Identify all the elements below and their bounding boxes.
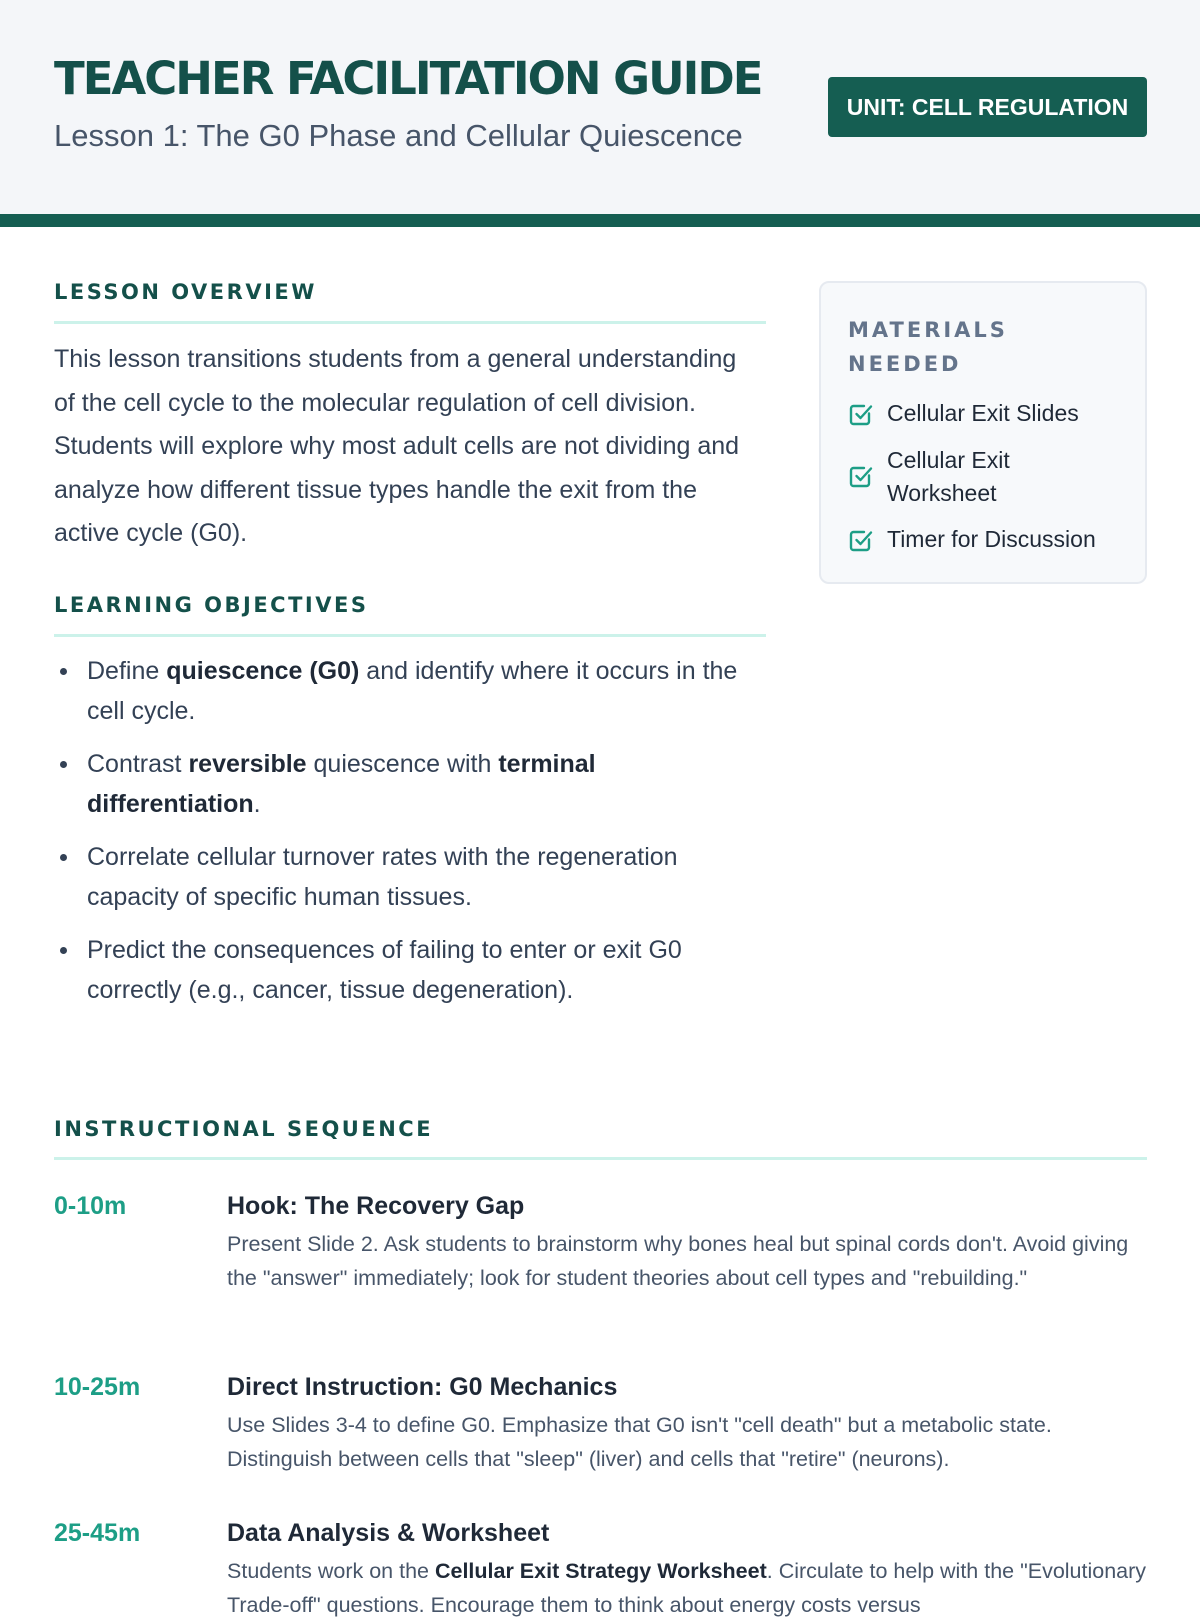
step-text: Present Slide 2. Ask students to brainstorm why bones heal but spinal cords don't. Avoid giving the "answer" immediately; look for student theories about cell types and "rebuilding." (227, 1232, 1129, 1290)
objective-text: quiescence with (306, 750, 499, 778)
materials-card (819, 281, 1147, 584)
sequence-rule (54, 1157, 1147, 1160)
step-text: . Circulate to help with the "Evolutionary Trade-off" questions. Encourage them to think about energy costs versus (227, 1559, 1147, 1617)
bullet-icon (60, 854, 67, 861)
objective-item (54, 651, 764, 731)
material-item (848, 523, 1128, 557)
objectives-heading: LEARNING OBJECTIVES (54, 593, 369, 617)
sequence-step (54, 1370, 1147, 1480)
objective-item (54, 930, 764, 1010)
objective-term: terminal differentiation (87, 750, 596, 818)
materials-heading-text: MATERIALS NEEDED (848, 318, 1008, 376)
page-header (0, 0, 1200, 214)
step-text: Use Slides 3-4 to define G0. Emphasize that G0 isn't "cell death" but a metabolic state. Distinguish between cells that "sleep" (liver) and cells that "retire" (neurons). (227, 1413, 1052, 1471)
material-label: Cellular Exit Slides (887, 400, 1079, 426)
checkbox-icon (848, 401, 874, 427)
step-term: Cellular Exit Strategy Worksheet (434, 1559, 767, 1583)
unit-badge: UNIT: CELL REGULATION (828, 77, 1147, 137)
objective-text: Predict the consequences of failing to enter or exit G0 correctly (e.g., cancer, tissue degeneration). (87, 936, 682, 1004)
step-title: Data Analysis & Worksheet (227, 1519, 550, 1547)
header-divider-bar (0, 214, 1200, 227)
sequence-step (54, 1516, 1147, 1617)
bullet-icon (60, 668, 67, 675)
objectives-list (54, 651, 764, 1023)
objective-term: reversible (188, 750, 307, 778)
step-time: 25-45m (54, 1519, 141, 1547)
sequence-step (54, 1189, 1147, 1329)
material-label: Cellular Exit Worksheet (887, 447, 1010, 506)
step-title: Direct Instruction: G0 Mechanics (227, 1373, 618, 1401)
bullet-icon (60, 761, 67, 768)
step-time: 10-25m (54, 1373, 141, 1401)
step-title: Hook: The Recovery Gap (227, 1192, 525, 1220)
overview-heading: LESSON OVERVIEW (54, 280, 317, 304)
material-item (848, 444, 1128, 510)
objective-text: Define (87, 657, 167, 685)
step-text: Students work on the (227, 1559, 435, 1583)
materials-heading (848, 313, 1038, 381)
step-description (227, 1555, 1147, 1622)
checkbox-icon (848, 463, 874, 489)
material-label: Timer for Discussion (887, 526, 1096, 552)
objective-term: quiescence (G0) (166, 657, 360, 685)
objectives-rule (54, 634, 766, 637)
lesson-subtitle: Lesson 1: The G0 Phase and Cellular Quiescence (54, 118, 743, 153)
step-description (227, 1409, 1147, 1476)
objective-item (54, 744, 764, 824)
objective-text: Contrast (87, 750, 189, 778)
step-description (227, 1228, 1147, 1295)
checkbox-icon (848, 527, 874, 553)
sequence-heading: INSTRUCTIONAL SEQUENCE (54, 1117, 434, 1141)
objective-text: and identify where it occurs in the cell cycle. (87, 657, 738, 725)
overview-rule (54, 321, 766, 324)
overview-text: This lesson transitions students from a general understanding of the cell cycle to the molecular regulation of cell division. Students will explore why most adult cells are not dividing and analyze how different tissue types handle the exit from the active cycle (G0). (54, 345, 740, 547)
objective-text: Correlate cellular turnover rates with the regeneration capacity of specific human tissues. (87, 843, 678, 911)
document-title: TEACHER FACILITATION GUIDE (54, 52, 762, 105)
bullet-icon (60, 947, 67, 954)
objective-item (54, 837, 764, 917)
objective-text: . (253, 790, 261, 818)
material-item (848, 397, 1128, 431)
step-time: 0-10m (54, 1192, 127, 1220)
